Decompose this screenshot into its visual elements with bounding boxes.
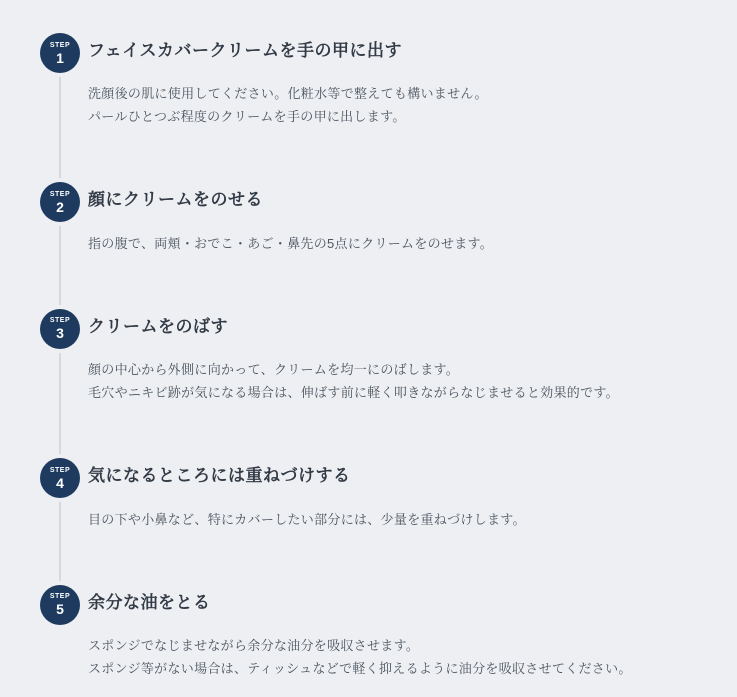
step-title: 顔にクリームをのせる xyxy=(88,190,263,210)
step-description-line: 目の下や小鼻など、特にカバーしたい部分には、少量を重ねづけします。 xyxy=(88,511,526,527)
step-badge-label: STEP xyxy=(49,41,71,49)
step-marker xyxy=(40,585,80,625)
step-marker xyxy=(40,33,80,73)
step-marker xyxy=(40,182,80,222)
step-description xyxy=(88,358,697,404)
step-description xyxy=(88,508,697,531)
step-description-line: パールひとつぶ程度のクリームを手の甲に出します。 xyxy=(88,109,406,125)
step-badge-label: STEP xyxy=(49,593,71,601)
step-content xyxy=(88,33,697,128)
step-item-2 xyxy=(40,182,697,308)
step-title: クリームをのばす xyxy=(88,316,228,336)
step-badge-5 xyxy=(40,585,80,625)
step-description xyxy=(88,634,697,680)
step-badge-label: STEP xyxy=(49,190,71,198)
step-description-line: 指の腹で、両頬・おでこ・あご・鼻先の5点にクリームをのせます。 xyxy=(88,235,494,251)
step-title: 余分な油をとる xyxy=(88,592,211,612)
step-description-line: 毛穴やニキビ跡が気になる場合は、伸ばす前に軽く叩きながらなじませると効果的です。 xyxy=(88,385,619,401)
step-badge-1 xyxy=(40,33,80,73)
step-connector xyxy=(59,77,61,178)
step-title: フェイスカバークリームを手の甲に出す xyxy=(88,41,402,60)
step-badge-number: 4 xyxy=(56,474,64,491)
step-badge-label: STEP xyxy=(49,317,71,325)
step-marker xyxy=(40,309,80,349)
step-content xyxy=(88,458,697,530)
step-badge-3 xyxy=(40,309,80,349)
step-content xyxy=(88,585,697,680)
step-item-5 xyxy=(40,585,697,680)
step-description-line: 顔の中心から外側に向かって、クリームを均一にのばします。 xyxy=(88,362,460,378)
step-item-4 xyxy=(40,458,697,584)
step-description xyxy=(88,82,697,128)
step-badge-number: 1 xyxy=(56,49,64,66)
step-badge-2 xyxy=(40,182,80,222)
step-badge-number: 3 xyxy=(56,325,64,342)
step-title: 気になるところには重ねづけする xyxy=(88,466,351,486)
step-connector xyxy=(59,226,61,304)
step-item-3 xyxy=(40,309,697,458)
step-badge-4 xyxy=(40,458,80,498)
step-badge-label: STEP xyxy=(49,466,71,474)
step-description xyxy=(88,232,697,255)
step-content xyxy=(88,182,697,254)
step-description-line: スポンジでなじませながら余分な油分を吸収させます。 xyxy=(88,637,420,653)
step-marker xyxy=(40,458,80,498)
step-description-line: 洗顔後の肌に使用してください。化粧水等で整えても構いません。 xyxy=(88,86,488,102)
step-badge-number: 5 xyxy=(56,601,64,618)
step-connector xyxy=(59,353,61,454)
step-badge-number: 2 xyxy=(56,198,64,215)
step-item-1 xyxy=(40,33,697,182)
step-content xyxy=(88,309,697,404)
step-description-line: スポンジ等がない場合は、ティッシュなどで軽く抑えるように油分を吸収させてください。 xyxy=(88,660,632,676)
step-connector xyxy=(59,502,61,580)
